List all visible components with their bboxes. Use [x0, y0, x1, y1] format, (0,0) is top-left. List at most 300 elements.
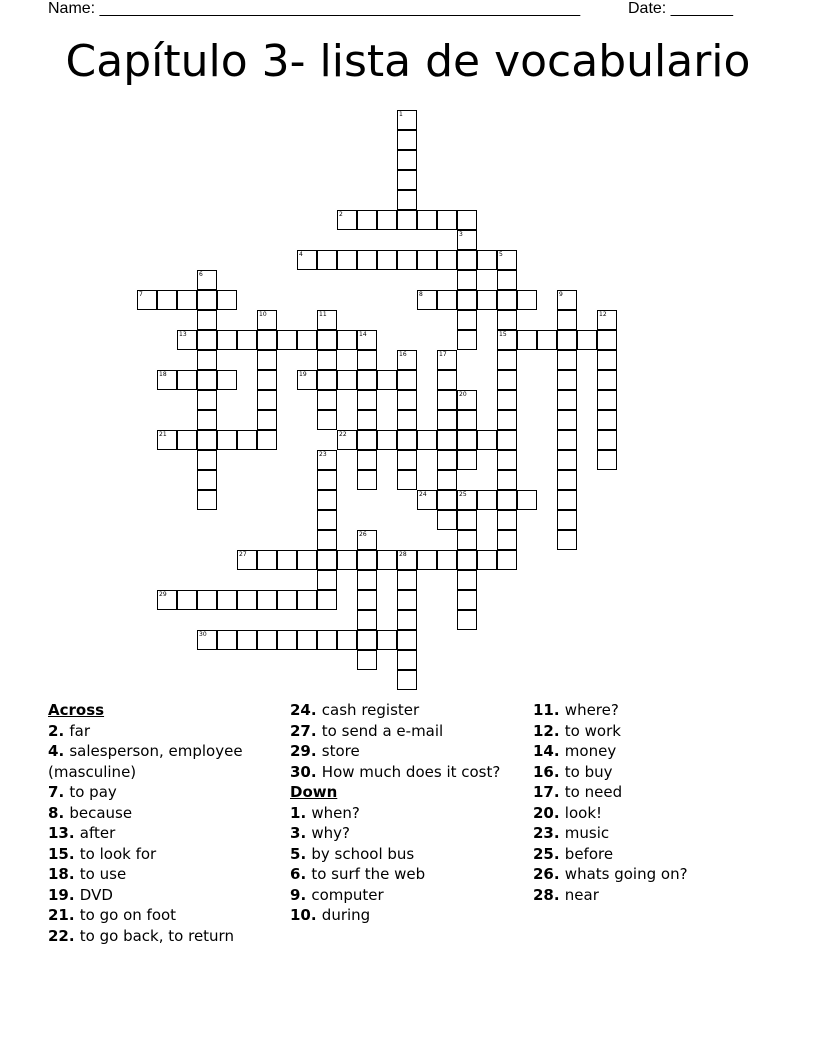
grid-cell[interactable] [357, 370, 377, 390]
grid-cell[interactable] [357, 250, 377, 270]
clue-item-text: salesperson, employee (masculine) [48, 742, 243, 781]
grid-cell[interactable] [397, 430, 417, 450]
grid-cell[interactable] [257, 430, 277, 450]
grid-cell[interactable] [337, 550, 357, 570]
clue-item-number: 5 [290, 844, 301, 863]
grid-cell[interactable] [457, 250, 477, 270]
grid-cell[interactable] [517, 330, 537, 350]
grid-cell[interactable] [557, 490, 577, 510]
grid-cell[interactable] [417, 430, 437, 450]
clue-number: 19 [299, 371, 307, 378]
grid-cell[interactable] [457, 390, 477, 410]
grid-cell[interactable] [457, 450, 477, 470]
grid-cell[interactable] [257, 330, 277, 350]
date-field-label: Date: _______ [628, 0, 733, 17]
clue-item: 5. by school bus [290, 844, 415, 863]
grid-cell[interactable] [497, 390, 517, 410]
grid-cell[interactable] [477, 430, 497, 450]
grid-cell[interactable] [357, 550, 377, 570]
clue-number: 25 [459, 491, 467, 498]
grid-cell[interactable] [537, 330, 557, 350]
clue-number: 13 [179, 331, 187, 338]
grid-cell[interactable] [457, 290, 477, 310]
grid-cell[interactable] [157, 290, 177, 310]
clue-heading: Down [290, 783, 338, 801]
grid-cell[interactable] [457, 510, 477, 530]
grid-cell[interactable] [457, 530, 477, 550]
grid-cell[interactable] [357, 630, 377, 650]
grid-cell[interactable] [317, 370, 337, 390]
clue-number: 11 [319, 311, 327, 318]
grid-cell[interactable] [297, 330, 317, 350]
grid-cell[interactable] [597, 430, 617, 450]
clue-item: 24. cash register [290, 701, 420, 719]
grid-cell[interactable] [477, 250, 497, 270]
grid-cell[interactable] [457, 230, 477, 250]
clue-item-text: to look for [79, 844, 157, 863]
grid-cell[interactable] [317, 410, 337, 430]
grid-cell[interactable] [317, 470, 337, 490]
grid-cell[interactable] [397, 570, 417, 590]
grid-cell[interactable] [437, 490, 457, 510]
grid-cell[interactable] [217, 330, 237, 350]
grid-cell[interactable] [557, 430, 577, 450]
grid-cell[interactable] [497, 250, 517, 270]
clue-item-number: 15 [48, 844, 69, 863]
grid-cell[interactable] [277, 550, 297, 570]
grid-cell[interactable] [197, 290, 217, 310]
page-title: Capítulo 3- lista de vocabulario [65, 36, 751, 87]
clue-item-text: whats going on? [564, 865, 688, 883]
clue-item-number: 19 [48, 885, 69, 904]
grid-cell[interactable] [197, 410, 217, 430]
grid-cell[interactable] [357, 430, 377, 450]
grid-cell[interactable] [217, 590, 237, 610]
grid-cell[interactable] [417, 290, 437, 310]
grid-cell[interactable] [417, 250, 437, 270]
grid-cell[interactable] [457, 570, 477, 590]
grid-cell[interactable] [217, 290, 237, 310]
grid-cell[interactable] [197, 450, 217, 470]
grid-cell[interactable] [397, 450, 417, 470]
grid-cell[interactable] [197, 370, 217, 390]
grid-cell[interactable] [597, 350, 617, 370]
grid-cell[interactable] [497, 530, 517, 550]
clue-item-number: 9 [290, 885, 301, 904]
grid-cell[interactable] [497, 370, 517, 390]
grid-cell[interactable] [317, 310, 337, 330]
grid-cell[interactable] [177, 330, 197, 350]
grid-cell[interactable] [497, 510, 517, 530]
grid-cell[interactable] [397, 350, 417, 370]
clue-item-text: during [321, 906, 371, 924]
grid-cell[interactable] [397, 550, 417, 570]
grid-cell[interactable] [257, 370, 277, 390]
clue-number: 29 [159, 591, 167, 598]
grid-cell[interactable] [177, 290, 197, 310]
grid-cell[interactable] [377, 210, 397, 230]
grid-cell[interactable] [257, 310, 277, 330]
grid-cell[interactable] [397, 370, 417, 390]
grid-cell[interactable] [337, 210, 357, 230]
grid-cell[interactable] [397, 630, 417, 650]
clues-column-2 [290, 700, 530, 926]
clue-item: 11. where? [533, 701, 619, 719]
grid-cell[interactable] [197, 630, 217, 650]
grid-cell[interactable] [437, 430, 457, 450]
clue-item-text: computer [311, 885, 384, 904]
grid-cell[interactable] [437, 210, 457, 230]
grid-cell[interactable] [277, 630, 297, 650]
grid-cell[interactable] [357, 590, 377, 610]
clue-item-text: to pay [69, 783, 117, 801]
clue-item-number: 30 [290, 762, 311, 781]
grid-cell[interactable] [337, 370, 357, 390]
grid-cell[interactable] [397, 410, 417, 430]
grid-cell[interactable] [237, 550, 257, 570]
grid-cell[interactable] [577, 330, 597, 350]
grid-cell[interactable] [317, 510, 337, 530]
clue-item: 15. to look for [48, 844, 157, 863]
grid-cell[interactable] [337, 250, 357, 270]
grid-cell[interactable] [437, 370, 457, 390]
grid-cell[interactable] [517, 290, 537, 310]
clue-item-number: 21 [48, 906, 69, 924]
grid-cell[interactable] [177, 430, 197, 450]
grid-cell[interactable] [317, 550, 337, 570]
clue-item-number: 22 [48, 926, 69, 945]
clue-item: 19. DVD [48, 885, 113, 904]
grid-cell[interactable] [157, 430, 177, 450]
grid-cell[interactable] [417, 550, 437, 570]
grid-cell[interactable] [417, 210, 437, 230]
grid-cell[interactable] [437, 350, 457, 370]
clue-item-text: why? [311, 824, 350, 842]
grid-cell[interactable] [397, 130, 417, 150]
clue-item-number: 13 [48, 824, 69, 842]
grid-cell[interactable] [557, 310, 577, 330]
clue-item-text: to send a e-mail [321, 721, 444, 740]
clue-item-number: 18 [48, 865, 69, 883]
grid-cell[interactable] [357, 650, 377, 670]
grid-cell[interactable] [397, 190, 417, 210]
grid-cell[interactable] [337, 430, 357, 450]
grid-cell[interactable] [397, 390, 417, 410]
grid-cell[interactable] [417, 490, 437, 510]
clue-item: 4. salesperson, employee (masculine) [48, 742, 243, 781]
clue-item-text: where? [564, 701, 619, 719]
grid-cell[interactable] [297, 250, 317, 270]
grid-cell[interactable] [497, 470, 517, 490]
clue-item-text: How much does it cost? [321, 762, 501, 781]
clue-item-number: 28 [533, 885, 554, 904]
grid-cell[interactable] [497, 330, 517, 350]
grid-cell[interactable] [317, 490, 337, 510]
grid-cell[interactable] [497, 430, 517, 450]
clue-item: 29. store [290, 742, 360, 760]
grid-cell[interactable] [397, 250, 417, 270]
grid-cell[interactable] [437, 290, 457, 310]
grid-cell[interactable] [597, 450, 617, 470]
clue-item-text: to use [79, 865, 127, 883]
grid-cell[interactable] [197, 330, 217, 350]
grid-cell[interactable] [457, 490, 477, 510]
grid-cell[interactable] [257, 410, 277, 430]
grid-cell[interactable] [477, 290, 497, 310]
grid-cell[interactable] [397, 150, 417, 170]
grid-cell[interactable] [477, 550, 497, 570]
grid-cell[interactable] [257, 350, 277, 370]
grid-cell[interactable] [357, 530, 377, 550]
grid-cell[interactable] [217, 430, 237, 450]
grid-cell[interactable] [197, 390, 217, 410]
grid-cell[interactable] [377, 550, 397, 570]
clue-item: 3. why? [290, 824, 350, 842]
grid-cell[interactable] [457, 310, 477, 330]
grid-cell[interactable] [557, 470, 577, 490]
clue-number: 27 [239, 551, 247, 558]
grid-cell[interactable] [457, 270, 477, 290]
grid-cell[interactable] [317, 390, 337, 410]
clue-number: 24 [419, 491, 427, 498]
clues-column-1 [48, 700, 278, 946]
clue-item: 22. to go back, to return [48, 926, 234, 945]
clue-item-number: 24 [290, 701, 311, 719]
clue-item: 1. when? [290, 803, 360, 822]
grid-cell[interactable] [237, 590, 257, 610]
grid-cell[interactable] [197, 270, 217, 290]
grid-cell[interactable] [597, 410, 617, 430]
grid-cell[interactable] [377, 430, 397, 450]
clue-number: 23 [319, 451, 327, 458]
clue-number: 28 [399, 551, 407, 558]
grid-cell[interactable] [497, 490, 517, 510]
clue-item: 7. to pay [48, 783, 117, 801]
grid-cell[interactable] [437, 250, 457, 270]
clue-number: 10 [259, 311, 267, 318]
grid-cell[interactable] [597, 370, 617, 390]
clue-number: 9 [559, 291, 563, 298]
clue-number: 14 [359, 331, 367, 338]
grid-cell[interactable] [137, 290, 157, 310]
grid-cell[interactable] [357, 330, 377, 350]
clue-number: 16 [399, 351, 407, 358]
grid-cell[interactable] [317, 590, 337, 610]
clue-number: 26 [359, 531, 367, 538]
grid-cell[interactable] [497, 290, 517, 310]
grid-cell[interactable] [557, 350, 577, 370]
grid-cell[interactable] [317, 250, 337, 270]
clue-item-text: to go on foot [79, 906, 177, 924]
clue-item: 2. far [48, 721, 90, 740]
grid-cell[interactable] [397, 170, 417, 190]
clue-item: 6. to surf the web [290, 865, 426, 883]
clue-number: 18 [159, 371, 167, 378]
grid-cell[interactable] [197, 430, 217, 450]
clue-number: 21 [159, 431, 167, 438]
grid-cell[interactable] [397, 110, 417, 130]
grid-cell[interactable] [237, 330, 257, 350]
grid-cell[interactable] [197, 590, 217, 610]
grid-cell[interactable] [357, 570, 377, 590]
clue-item-number: 27 [290, 721, 311, 740]
clue-item-number: 7 [48, 783, 59, 801]
grid-cell[interactable] [317, 530, 337, 550]
grid-cell[interactable] [197, 490, 217, 510]
grid-cell[interactable] [317, 350, 337, 370]
grid-cell[interactable] [557, 330, 577, 350]
clue-item-number: 10 [290, 906, 311, 924]
grid-cell[interactable] [557, 410, 577, 430]
grid-cell[interactable] [257, 630, 277, 650]
grid-cell[interactable] [397, 470, 417, 490]
grid-cell[interactable] [597, 390, 617, 410]
grid-cell[interactable] [437, 390, 457, 410]
grid-cell[interactable] [377, 250, 397, 270]
clue-item: 9. computer [290, 885, 384, 904]
grid-cell[interactable] [297, 630, 317, 650]
grid-cell[interactable] [557, 510, 577, 530]
clue-item-number: 26 [533, 865, 554, 883]
grid-cell[interactable] [237, 430, 257, 450]
clue-item: 16. to buy [533, 762, 613, 781]
grid-cell[interactable] [157, 370, 177, 390]
grid-cell[interactable] [497, 270, 517, 290]
clue-item: 27. to send a e-mail [290, 721, 444, 740]
grid-cell[interactable] [457, 610, 477, 630]
grid-cell[interactable] [357, 210, 377, 230]
grid-cell[interactable] [397, 650, 417, 670]
grid-cell[interactable] [217, 630, 237, 650]
grid-cell[interactable] [497, 450, 517, 470]
grid-cell[interactable] [557, 370, 577, 390]
grid-cell[interactable] [177, 590, 197, 610]
clue-item: 13. after [48, 824, 116, 842]
clue-item: 18. to use [48, 865, 127, 883]
grid-cell[interactable] [337, 330, 357, 350]
clue-item-number: 16 [533, 762, 554, 781]
grid-cell[interactable] [157, 590, 177, 610]
clue-item-number: 3 [290, 824, 301, 842]
grid-cell[interactable] [257, 390, 277, 410]
grid-cell[interactable] [197, 470, 217, 490]
grid-cell[interactable] [397, 670, 417, 690]
grid-cell[interactable] [517, 490, 537, 510]
grid-cell[interactable] [457, 590, 477, 610]
clue-item-text: before [564, 844, 614, 863]
clue-item-number: 20 [533, 803, 554, 822]
grid-cell[interactable] [437, 550, 457, 570]
clue-item-number: 12 [533, 721, 554, 740]
grid-cell[interactable] [477, 490, 497, 510]
clue-item-number: 17 [533, 783, 554, 801]
grid-cell[interactable] [597, 310, 617, 330]
grid-cell[interactable] [497, 550, 517, 570]
grid-cell[interactable] [557, 530, 577, 550]
grid-cell[interactable] [377, 630, 397, 650]
grid-cell[interactable] [437, 470, 457, 490]
grid-cell[interactable] [257, 590, 277, 610]
grid-cell[interactable] [197, 350, 217, 370]
grid-cell[interactable] [497, 310, 517, 330]
grid-cell[interactable] [437, 450, 457, 470]
grid-cell[interactable] [457, 550, 477, 570]
grid-cell[interactable] [457, 210, 477, 230]
clue-item: 17. to need [533, 783, 623, 801]
clue-item-number: 29 [290, 742, 311, 760]
clue-item: 10. during [290, 906, 371, 924]
clue-item-number: 14 [533, 742, 554, 760]
clue-item-text: to work [564, 721, 621, 740]
clue-item-text: store [321, 742, 360, 760]
grid-cell[interactable] [377, 370, 397, 390]
grid-cell[interactable] [597, 330, 617, 350]
clue-item-number: 11 [533, 701, 554, 719]
clue-item-number: 2 [48, 721, 59, 740]
clue-item-text: to surf the web [311, 865, 426, 883]
clue-number: 8 [419, 291, 423, 298]
grid-cell[interactable] [357, 610, 377, 630]
grid-cell[interactable] [457, 330, 477, 350]
clue-item: 8. because [48, 803, 133, 822]
grid-cell[interactable] [217, 370, 237, 390]
clue-item-text: money [564, 742, 617, 760]
grid-cell[interactable] [357, 470, 377, 490]
grid-cell[interactable] [357, 350, 377, 370]
clue-item-text: far [69, 721, 90, 740]
grid-cell[interactable] [397, 210, 417, 230]
grid-cell[interactable] [457, 410, 477, 430]
grid-cell[interactable] [557, 450, 577, 470]
clue-item-text: near [564, 885, 599, 904]
grid-cell[interactable] [317, 630, 337, 650]
clue-item-text: music [564, 824, 610, 842]
grid-cell[interactable] [317, 450, 337, 470]
grid-cell[interactable] [277, 330, 297, 350]
grid-cell[interactable] [457, 430, 477, 450]
grid-cell[interactable] [317, 570, 337, 590]
clue-item-number: 8 [48, 803, 59, 822]
grid-cell[interactable] [357, 390, 377, 410]
grid-cell[interactable] [317, 330, 337, 350]
clue-heading: Across [48, 701, 105, 719]
grid-cell[interactable] [437, 410, 457, 430]
grid-cell[interactable] [197, 310, 217, 330]
clue-number: 12 [599, 311, 607, 318]
grid-cell[interactable] [297, 370, 317, 390]
grid-cell[interactable] [257, 550, 277, 570]
grid-cell[interactable] [277, 590, 297, 610]
clue-number: 1 [399, 111, 403, 118]
grid-cell[interactable] [397, 590, 417, 610]
grid-cell[interactable] [397, 610, 417, 630]
name-field-label: Name: ______________________________________________________ [48, 0, 581, 17]
grid-cell[interactable] [237, 630, 257, 650]
grid-cell[interactable] [297, 550, 317, 570]
grid-cell[interactable] [437, 510, 457, 530]
grid-cell[interactable] [357, 410, 377, 430]
grid-cell[interactable] [357, 450, 377, 470]
grid-cell[interactable] [297, 590, 317, 610]
grid-cell[interactable] [497, 410, 517, 430]
grid-cell[interactable] [337, 630, 357, 650]
grid-cell[interactable] [557, 290, 577, 310]
grid-cell[interactable] [177, 370, 197, 390]
clue-item: 25. before [533, 844, 614, 863]
grid-cell[interactable] [497, 350, 517, 370]
grid-cell[interactable] [557, 390, 577, 410]
clue-item-text: to need [564, 783, 623, 801]
